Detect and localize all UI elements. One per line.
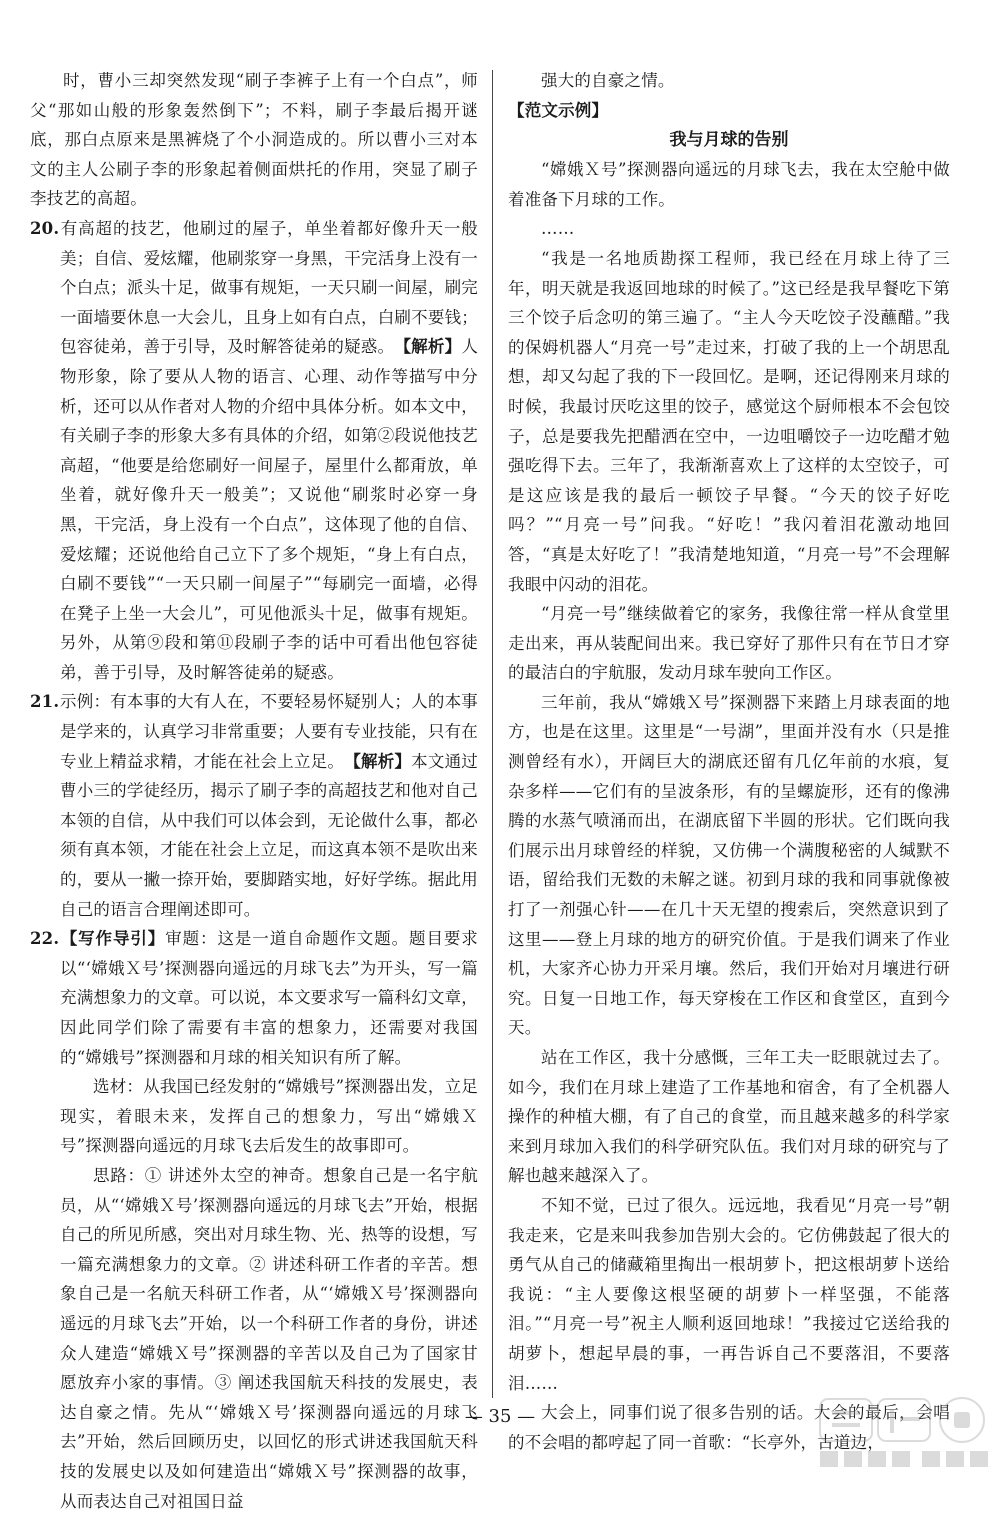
watermark-logo	[816, 1395, 992, 1473]
essay-paragraph: “月亮一号”继续做着它的家务，我像往常一样从食堂里走出来，再从装配间出来。我已穿好了那件只有在节日才穿的最洁白的宇航服，发动月球车驶向工作区。	[508, 604, 950, 683]
column-divider	[492, 70, 493, 1398]
question-21-answer: 示例：有本事的大有人在，不要轻易怀疑别人；人的本事是学来的，认真学习非常重要；人要有专业技能，只有在专业上精益求精，才能在社会上立足。	[60, 692, 478, 771]
writing-guide-silu: 思路：① 讲述外太空的神奇。想象自己是一名宇航员，从“‘嫦娥Ｘ号’探测器向遥远的月球飞去”开始，根据自己的所见所感，突出对月球生物、光、热等的设想，写一篇充满想象力的文章。② 讲述科研工作者的辛苦。想象自己是一名航天科研工作者，从“‘嫦娥Ｘ号’探测器向遥远的月球飞去”开始，以一个科研工作者的身份，讲述众人建造“嫦娥Ｘ号”探测器的辛苦以及自己为了国家甘愿放弃小家的事情。③ 阐述我国航天科技的发展史，表达自豪之情。先从“‘嫦娥Ｘ号’探测器向遥远的月球飞去”开始，然后回顾历史，以回忆的形式讲述我国航天科技的发展史以及如何建造出“嫦娥Ｘ号”探测器的故事，从而表达自己对祖国日益	[60, 1165, 478, 1511]
page-number: — 35 —	[464, 1406, 536, 1427]
right-column	[508, 66, 950, 1457]
intro-paragraph: 时，曹小三却突然发现“刷子李裤子上有一个白点”，师父“那如山般的形象轰然倒下”；不料，刷子李最后揭开谜底，那白点原来是黑裤烧了个小洞造成的。所以曹小三对本文的主人公刷子李的形象起着侧面烘托的作用，突显了刷子李技艺的高超。	[30, 71, 478, 209]
question-21-analysis-tag: 【解析】	[352, 751, 412, 771]
essay-paragraph: “我是一名地质勘探工程师，我已经在月球上待了三年，明天就是我返回地球的时候了。”这已经是我早餐吃下第三个饺子后念叨的第三遍了。“主人今天吃饺子没蘸醋。”我的保姆机器人“月亮一号”走过来，打破了我的上一个胡思乱想，却又勾起了我的下一段回忆。是啊，还记得刚来月球的时候，我最讨厌吃这里的饺子，感觉这个厨师根本不会包饺子，总是要我先把醋洒在空中，一边咀嚼饺子一边吃醋才勉强吃得下去。三年了，我渐渐喜欢上了这样的太空饺子，可是这应该是我的最后一顿饺子早餐。“今天的饺子好吃吗？”“月亮一号”问我。“好吃！”我闪着泪花激动地回答，“真是太好吃了！”我清楚地知道，“月亮一号”不会理解我眼中闪动的泪花。	[508, 248, 950, 594]
left-column	[30, 66, 478, 1516]
question-21-analysis: 本文通过曹小三的学徒经历，揭示了刷子李的高超技艺和他对自己本领的自信，从中我们可以体会到，无论做什么事，都必须有真本领，才能在社会上立足，而这真本领不是吹出来的，要从一撇一捺开始，要脚踏实地，好好学练。据此用自己的语言合理阐述即可。	[60, 751, 478, 919]
writing-guide-xuancai: 选材：从我国已经发射的“嫦娥号”探测器出发，立足现实，着眼未来，发挥自己的想象力，写出“嫦娥Ｘ号”探测器向遥远的月球飞去后发生的故事即可。	[60, 1077, 478, 1156]
sample-essay-label: 【范文示例】	[508, 100, 609, 120]
question-20-analysis: 人物形象，除了要从人物的语言、心理、动作等描写中分析，还可以从作者对人物的介绍中具体分析。如本文中，有关刷子李的形象大多有具体的介绍，如第②段说他技艺高超，“他要是给您刷好一间屋子，屋里什么都甭放，单坐着，就好像升天一般美”；又说他“刷浆时必穿一身黑，干完活，身上没有一个白点”，这体现了他的自信、爱炫耀；还说他给自己立下了多个规矩，“身上有白点，白刷不要钱”“一天只刷一间屋子”“每刷完一面墙，必得在凳子上坐一大会儿”，可见他派头十足，做事有规矩。另外，从第⑨段和第⑪段刷子李的话中可看出他包容徒弟，善于引导，及时解答徒弟的疑惑。	[60, 337, 479, 682]
essay-title: 我与月球的告别	[669, 130, 789, 151]
essay-paragraph: 三年前，我从“嫦娥Ｘ号”探测器下来踏上月球表面的地方，也是在这里。这里是“一号湖”，里面并没有水（只是推测曾经有水），开阔巨大的湖底还留有几亿年前的水痕，复杂多样——它们有的呈波条形，有的呈螺旋形，还有的像沸腾的水蒸气喷涌而出，在湖底留下半圆的形状。它们既向我们展示出月球曾经的样貌，又仿佛一个满腹秘密的人缄默不语，留给我们无数的未解之谜。初到月球的我和同事就像被打了一剂强心针——在几十天无望的搜索后，突然意识到了这里——登上月球的地方的研究价值。于是我们调来了作业机，大家齐心协力开采月壤。然后，我们开始对月壤进行研究。日复一日地工作，每天穿梭在工作区和食堂区，直到今天。	[508, 692, 950, 1038]
writing-guide-tag: 【写作导引】	[60, 929, 166, 949]
essay-paragraph: “嫦娥Ｘ号”探测器向遥远的月球飞去，我在太空舱中做着准备下月球的工作。	[508, 160, 950, 209]
question-20-analysis-tag: 【解析】	[402, 337, 462, 357]
essay-paragraph: ……	[541, 219, 575, 239]
essay-paragraph: 不知不觉，已过了很久。远远地，我看见“月亮一号”朝我走来，它是来叫我参加告别大会的。它仿佛鼓起了很大的勇气从自己的储藏箱里掏出一根胡萝卜，把这根胡萝卜送给我说：“主人要像这根坚硬的胡萝卜一样坚强，不能落泪。”“月亮一号”祝主人顺利返回地球！”我接过它送给我的胡萝卜，想起早晨的事，一再告诉自己不要落泪，不要落泪……	[508, 1195, 950, 1393]
essay-paragraph: 大会上，同事们说了很多告别的话。大会的最后，会唱的不会唱的都哼起了同一首歌：“长亭外，古道边，	[508, 1403, 950, 1452]
question-21-number: 21.	[30, 692, 60, 712]
essay-paragraph: 站在工作区，我十分感慨，三年工夫一眨眼就过去了。如今，我们在月球上建造了工作基地和宿舍，有了全机器人操作的种植大棚，有了自己的食堂，而且越来越多的科学家来到月球加入我们的科学研究队伍。我们对月球的研究与了解也越来越深入了。	[508, 1048, 950, 1186]
question-20-number: 20.	[30, 218, 60, 238]
writing-guide-shenti: 审题：这是一道自命题作文题。题目要求以“‘嫦娥Ｘ号’探测器向遥远的月球飞去”为开头，写一篇充满想象力的文章。可以说，本文要求写一篇科幻文章，因此同学们除了需要有丰富的想象力，还需要对我国的“嫦娥号”探测器和月球的相关知识有所了解。	[60, 929, 478, 1067]
question-20-answer: 有高超的技艺，他刷过的屋子，单坐着都好像升天一般美；自信、爱炫耀，他刷浆穿一身黑，干完活身上没有一个白点；派头十足，做事有规矩，一天只刷一间屋，刷完一面墙要休息一大会儿，且身上如有白点，白刷不要钱；包容徒弟，善于引导，及时解答徒弟的疑惑。	[60, 218, 478, 357]
question-22-number: 22.	[30, 929, 60, 949]
continued-text: 强大的自豪之情。	[541, 71, 675, 90]
question-21	[30, 687, 478, 924]
question-22	[30, 924, 478, 1072]
question-20	[30, 214, 478, 688]
